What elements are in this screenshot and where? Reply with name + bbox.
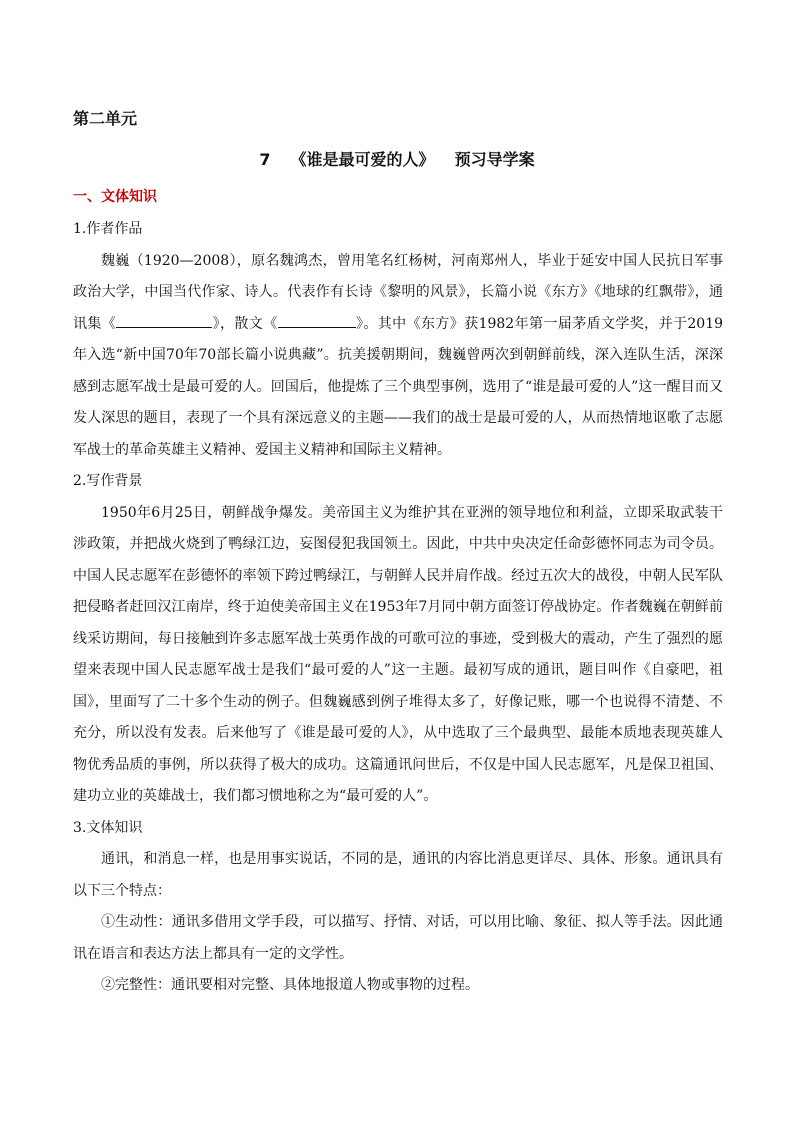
subsection-heading-background: 2.写作背景: [73, 473, 143, 489]
paragraph-author-part2: 》，散文《: [212, 315, 278, 332]
paragraph-genre-intro: 通讯，和消息一样，也是用事实说话，不同的是，通讯的内容比消息更详尽、具体、形象。通讯具有以下三个特点：: [73, 851, 723, 899]
paragraph-author-part1: 魏巍（1920—2008），原名魏鸿杰，曾用笔名红杨树，河南郑州人，毕业于延安中国人民抗日军事政治大学，中国当代作家、诗人。代表作有长诗《黎明的风景》，长篇小说《东方》《地球的红飘带》，通讯集《: [73, 252, 723, 332]
paragraph-background: 1950年6月25日，朝鲜战争爆发。美帝国主义为维护其在亚洲的领导地位和利益，立即采取武装干涉政策，并把战火烧到了鸭绿江边，妄图侵犯我国领土。因此，中共中央决定任命彭德怀同志为司令员。中国人民志愿军在彭德怀的率领下跨过鸭绿江，与朝鲜人民并肩作战。经过五次大的战役，中朝人民军队把侵略者赶回汉江南岸，终于迫使美帝国主义在1953年7月同中朝方面签订停战协定。作者魏巍在朝鲜前线采访期间，每日接触到许多志愿军战士英勇作战的可歌可泣的事迹，受到极大的震动，产生了强烈的愿望来表现中国人民志愿军战士是我们“最可爱的人”这一主题。最初写成的通讯，题目叫作《自豪吧，祖国》，里面写了二十多个生动的例子。但魏巍感到例子堆得太多了，好像记账，哪一个也说得不清楚、不充分，所以没有发表。后来他写了《谁是最可爱的人》，从中选取了三个最典型、最能本质地表现英雄人物优秀品质的事例，所以获得了极大的成功。这篇通讯问世后，不仅是中国人民志愿军，凡是保卫祖国、建功立业的英雄战士，我们都习惯地称之为“最可爱的人”。: [73, 504, 723, 804]
subsection-heading-author: 1.作者作品: [73, 221, 143, 237]
unit-title: 第二单元: [73, 109, 138, 128]
section-heading: 一、文体知识: [73, 189, 157, 205]
paragraph-author: [73, 246, 723, 467]
document-body: [73, 214, 723, 1002]
lesson-subtitle: 预习导学案: [454, 150, 535, 169]
fill-blank-1[interactable]: [116, 312, 212, 328]
paragraph-genre-point-2: ②完整性：通讯要相对完整、具体地报道人物或事物的过程。: [101, 977, 479, 993]
subsection-heading-genre: 3.文体知识: [73, 819, 143, 836]
paragraph-author-part3: 》。其中《东方》获1982年第一届茅盾文学奖，并于2019年入选“新中国70年70部长篇小说典藏”。抗美援朝期间，魏巍曾两次到朝鲜前线，深入连队生活，深深感到志愿军战士是最可爱的人。回国后，他提炼了三个典型事例，选用了“谁是最可爱的人”这一醒目而又发人深思的题目，表现了一个具有深远意义的主题——我们的战士是最可爱的人，从而热情地讴歌了志愿军战士的革命英雄主义精神、爱国主义精神和国际主义精神。: [73, 315, 724, 458]
paragraph-genre-point-1: ①生动性：通讯多借用文学手段，可以描写、抒情、对话，可以用比喻、象征、拟人等手法。因此通讯在语言和表达方法上都具有一定的文学性。: [73, 914, 723, 962]
lesson-name: 《谁是最可爱的人》: [290, 150, 435, 169]
lesson-number: 7: [259, 150, 271, 169]
lesson-title: [0, 147, 794, 170]
fill-blank-2[interactable]: [278, 312, 356, 328]
